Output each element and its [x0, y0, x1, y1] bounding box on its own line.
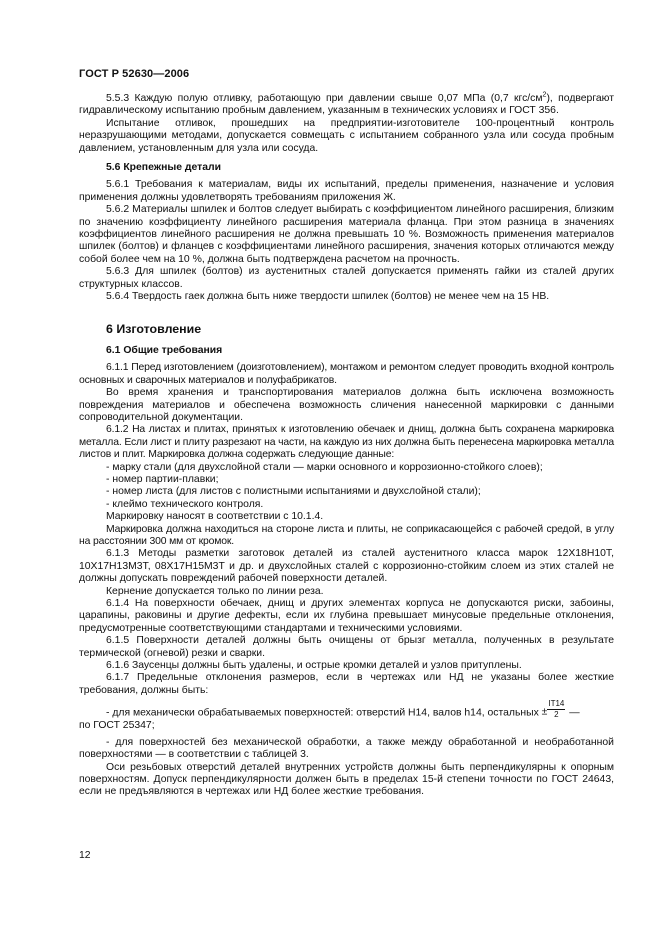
list-item-surfaces: - для поверхностей без механической обработки, а также между обработанной и необработанной поверхностями — в соответствии с таблицей 3.	[79, 736, 614, 761]
paragraph-5-6-3: 5.6.3 Для шпилек (болтов) из аустенитных сталей допускается применять гайки из сталей других структурных классов.	[79, 266, 614, 290]
list-item-tolerance	[79, 699, 614, 720]
fraction-numerator: IT14	[548, 699, 565, 709]
section-heading-6: 6 Изготовление	[106, 321, 202, 336]
paragraph-6-1-1: 6.1.1 Перед изготовлением (доизготовлением), монтажом и ремонтом следует проводить входной контроль основных и сварочных материалов и полуфабрикатов.	[79, 362, 614, 386]
paragraph-6-1-4: 6.1.4 На поверхности обечаек, днищ и других элементах корпуса не допускаются риски, забоины, царапины, раковины и другие дефекты, если их глубина превышает минусовые предельные отклонения, предусмотренные соответствующими стандартами и техническими условиями.	[79, 598, 614, 634]
paragraph-5-6-1: 5.6.1 Требования к материалам, виды их испытаний, пределы применения, назначение и условия применения должны удовлетворять требованиям приложения Ж.	[79, 179, 614, 203]
paragraph-text: - для механически обрабатываемых поверхностей: отверстий Н14, валов h14, остальных	[106, 707, 539, 719]
paragraph-6-1-3-b: Кернение допускается только по линии реза.	[106, 585, 324, 597]
paragraph-6-1-6: 6.1.6 Заусенцы должны быть удалены, и острые кромки деталей и узлов притуплены.	[106, 660, 522, 672]
paragraph-6-1-7: 6.1.7 Предельные отклонения размеров, если в чертежах или НД не указаны более жесткие требования, должны быть:	[79, 672, 614, 696]
document-body	[79, 93, 614, 799]
list-item: - марку стали (для двухслойной стали — марки основного и коррозионно-стойкого слоев);	[106, 461, 543, 473]
list-item: - номер листа (для листов с полистными испытаниями и двухслойной стали);	[106, 486, 481, 498]
paragraph-6-1-3: 6.1.3 Методы разметки заготовок деталей из сталей аустенитного класса марок 12Х18Н10Т, 10Х17Н13М3Т, 08Х17Н15М3Т и др. и двухслойных сталей с коррозионно-стойким слоем из этих сталей не должны допускать повреждений рабочей поверхности деталей.	[79, 548, 614, 585]
paragraph-text-continued: по ГОСТ 25347;	[79, 720, 155, 732]
list-item: - номер партии-плавки;	[106, 473, 219, 485]
paragraph-6-1-2-c: Маркировка должна находиться на стороне листа и плиты, не соприкасающейся с рабочей средой, в углу на расстоянии 300 мм от кромок.	[79, 523, 614, 547]
paragraph-5-6-2: 5.6.2 Материалы шпилек и болтов следует выбирать с коэффициентом линейного расширения, близким по значению коэффициенту линейного расширения материала фланца. При этом разница в значениях коэффициентов линейного расширения не должна превышать 10 %. Возможность применения материалов шпилек (болтов) и фланцев с коэффициентами линейного расширения, значения которых отличаются между собой более чем на 10 %, должна быть подтверждена расчетом на прочность.	[79, 204, 614, 265]
section-heading-6-1: 6.1 Общие требования	[106, 344, 223, 356]
page-number: 12	[79, 850, 91, 861]
paragraph-6-1-1-b: Во время хранения и транспортирования материалов должна быть исключена возможность повреждения материалов и обеспечена возможность сличения нанесенной маркировки с данными сопроводительной документации.	[79, 387, 614, 423]
paragraph-text: —	[566, 707, 580, 719]
paragraph-6-1-7-b: Оси резьбовых отверстий деталей внутренних устройств должны быть перпендикулярны к опорным поверхностям. Допуск перпендикулярности должен быть в пределах 15-й степени точности по ГОСТ 24643, если не предъявляются в чертежах или НД более жесткие требования.	[79, 761, 614, 798]
paragraph-6-1-5: 6.1.5 Поверхности деталей должны быть очищены от брызг металла, полученных в результате термической (огневой) резки и сварки.	[79, 635, 614, 659]
superscript: 2	[542, 91, 547, 99]
section-heading-5-6: 5.6 Крепежные детали	[106, 162, 221, 174]
paragraph-6-1-2-b: Маркировку наносят в соответствии с 10.1.4.	[106, 511, 324, 523]
document-header: ГОСТ Р 52630—2006	[79, 68, 190, 80]
paragraph-6-1-2: 6.1.2 На листах и плитах, принятых к изготовлению обечаек и днищ, должна быть сохранена маркировка металла. Если лист и плиту разрезают на части, на каждую из них должна быть перенесена маркировка металла листов и плит. Маркировка должна содержать следующие данные:	[79, 424, 614, 461]
plus-minus-sign: ±	[541, 706, 548, 718]
paragraph-5-6-4: 5.6.4 Твердость гаек должна быть ниже твердости шпилек (болтов) не менее чем на 15 НВ.	[106, 291, 550, 303]
paragraph-text: ), подвергают гидравлическому испытанию пробным давлением, указанным в технических условиях и ГОСТ 356.	[79, 93, 615, 117]
fraction-denominator: 2	[554, 710, 559, 720]
paragraph-text: 5.5.3 Каждую полую отливку, работающую при давлении свыше 0,07 МПа (0,7 кгс/см	[106, 93, 543, 104]
paragraph-5-5-3-b: Испытание отливок, прошедших на предприятии-изготовителе 100-процентный контроль неразрушающими методами, допускается совмещать с испытанием собранного узла или сосуда пробным давлением, установленным для узла или сосуда.	[79, 117, 614, 154]
paragraph-5-5-3	[79, 93, 614, 118]
fraction	[547, 699, 565, 720]
list-item: - клеймо технического контроля.	[106, 498, 264, 510]
